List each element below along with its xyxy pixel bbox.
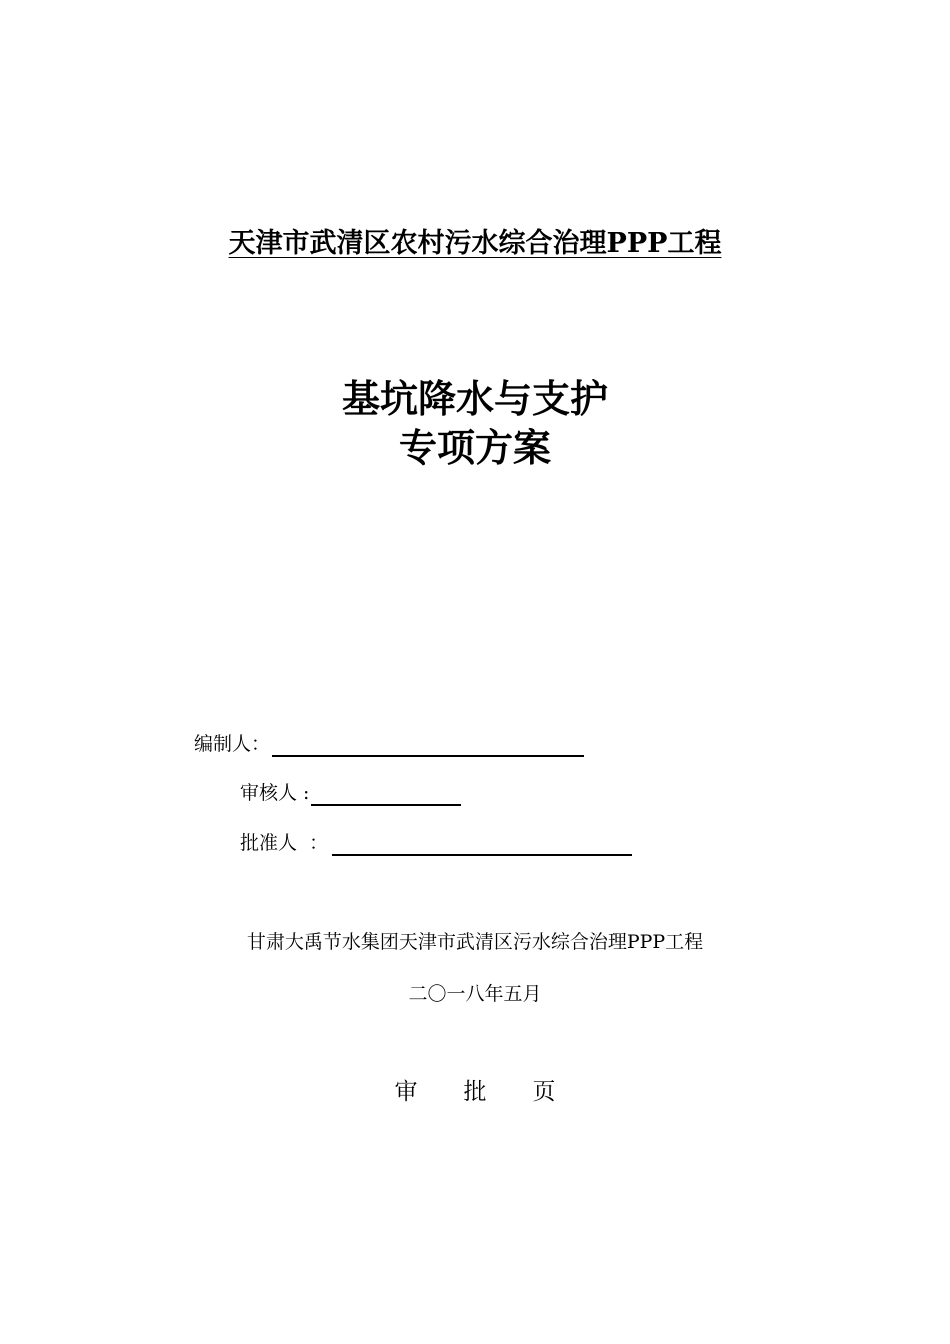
project-title	[0, 226, 950, 262]
compiler-signature-row	[194, 731, 584, 757]
compiler-signature-line	[272, 733, 584, 757]
document-date: 二〇一八年五月	[408, 983, 542, 1005]
reviewer-signature-line	[311, 782, 461, 806]
compiler-label: 编制人：	[194, 733, 271, 755]
approval-page-heading: 审 批 页	[394, 1079, 556, 1105]
reviewer-signature-row	[240, 780, 461, 806]
project-title-text: 天津市武清区农村污水综合治理PPP工程	[228, 228, 722, 259]
approver-signature-line	[332, 832, 632, 856]
company-name: 甘肃大禹节水集团天津市武清区污水综合治理PPP工程	[246, 931, 704, 953]
main-title-line2: 专项方案	[398, 425, 551, 470]
approver-label: 批准人 ：	[240, 832, 329, 854]
reviewer-label: 审核人 :	[240, 782, 310, 804]
approver-signature-row	[240, 830, 632, 856]
main-title-line1: 基坑降水与支护	[341, 376, 608, 421]
